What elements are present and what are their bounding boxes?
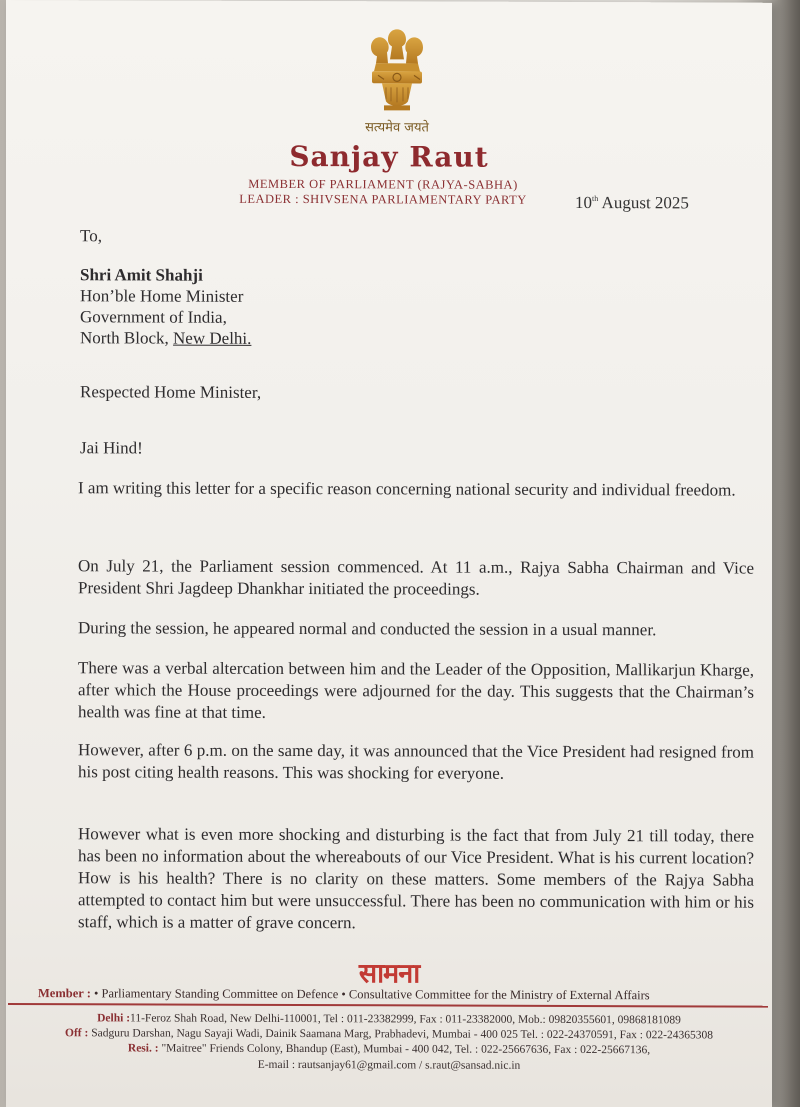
location-prefix: North Block, <box>80 328 174 348</box>
letter-page <box>6 0 772 1107</box>
saamna-logo: सामना <box>358 958 420 990</box>
paragraph: There was a verbal altercation between him and the Leader of the Opposition, Mallikarjun Kharge, after which the House proceedings were adjourned for the day. This suggests that the Chairman’s health was fine at that time. <box>78 658 754 722</box>
residence-address <box>6 1042 772 1057</box>
location-city: New Delhi. <box>173 328 252 348</box>
office-text: Sadguru Darshan, Nagu Sayaji Wadi, Dainik Saamana Marg, Prabhadevi, Mumbai - 400 025 Tel. : 022-24370591, Fax : 022-24365308 <box>91 1027 713 1042</box>
date-rest: August 2025 <box>598 193 689 213</box>
recipient-name: Shri Amit Shahji <box>80 265 203 285</box>
delhi-label: Delhi : <box>97 1012 131 1025</box>
residence-text: "Maitree" Friends Colony, Bhandup (East), Mumbai - 400 042, Tel. : 022-25667636, Fax : 022-25667136, <box>161 1042 651 1057</box>
designation-leader: LEADER : SHIVSENA PARLIAMENTARY PARTY <box>239 191 527 207</box>
paragraph: However, after 6 p.m. on the same day, it was announced that the Vice President had resigned from his post citing health reasons. This was shocking for everyone. <box>78 740 754 783</box>
recipient-location <box>80 327 251 349</box>
recipient-title: Hon’ble Home Minister <box>80 286 244 306</box>
date-suffix: th <box>592 194 599 204</box>
salutation: Respected Home Minister, <box>80 382 262 402</box>
member-text: • Parliamentary Standing Committee on Defence • Consultative Committee for the Ministry of External Affairs <box>94 986 650 1003</box>
letter-date <box>575 193 689 213</box>
emblem-motto: सत्यमेव जयते <box>365 120 429 136</box>
sender-name: Sanjay Raut <box>289 139 489 174</box>
paragraph: I am writing this letter for a specific reason concerning national security and individual freedom. <box>78 478 736 500</box>
address-to: To, <box>80 226 102 246</box>
member-label: Member : <box>38 986 94 1001</box>
committee-membership <box>38 986 768 1004</box>
paragraph: During the session, he appeared normal and conducted the session in a usual manner. <box>78 618 657 640</box>
residence-label: Resi. : <box>127 1042 162 1055</box>
edge-shadow <box>770 0 800 1107</box>
paragraph: However what is even more shocking and disturbing is the fact that from July 21 till today, there has been no information about the whereabouts of our Vice President. What is his current location? How is his health? There is no clarity on these matters. Some members of the Rajya Sabha attempted to contact him but were unsuccessful. There has been no communication with him or his staff, which is a matter of grave concern. <box>78 824 754 933</box>
delhi-text: 11-Feroz Shah Road, New Delhi-110001, Tel : 011-23382999, Fax : 011-23382000, Mob.: 09820355601, 09868181089 <box>130 1012 681 1027</box>
delhi-address <box>6 1012 772 1027</box>
paragraph: On July 21, the Parliament session commenced. At 11 a.m., Rajya Sabha Chairman and Vice President Shri Jagdeep Dhankhar initiated the proceedings. <box>78 556 754 599</box>
office-address <box>6 1027 772 1042</box>
date-day: 10 <box>575 192 592 213</box>
national-emblem-icon <box>358 25 436 117</box>
recipient-org: Government of India, <box>80 307 227 327</box>
office-label: Off : <box>65 1027 92 1040</box>
footer-divider <box>8 1003 768 1007</box>
email-line[interactable]: E-mail : rautsanjay61@gmail.com / s.raut@sansad.nic.in <box>257 1058 521 1072</box>
greeting: Jai Hind! <box>80 438 143 458</box>
designation-member: MEMBER OF PARLIAMENT (RAJYA-SABHA) <box>248 176 518 192</box>
